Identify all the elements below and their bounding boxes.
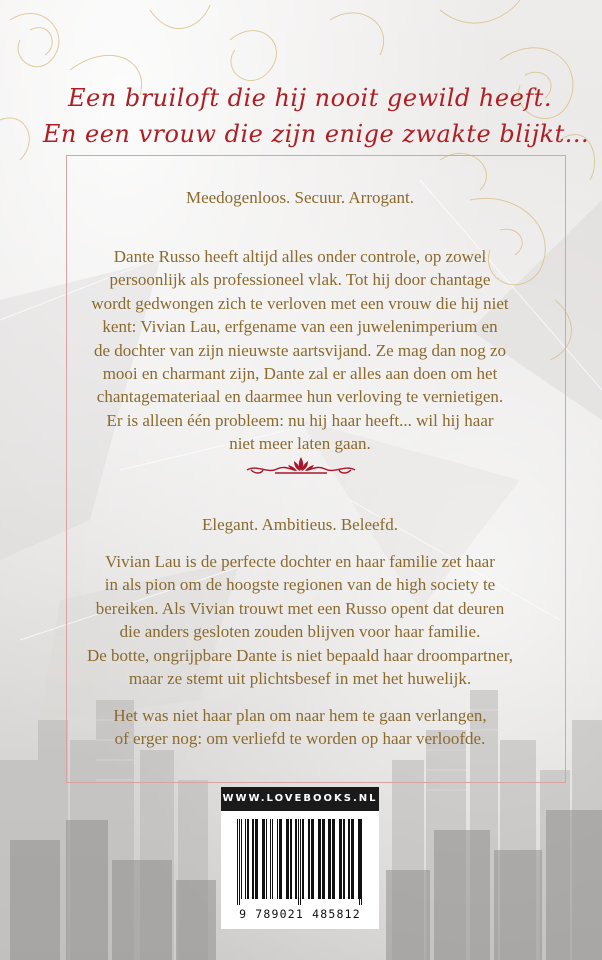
body-line: of erger nog: om verliefd te worden op haar verloofde. [114, 729, 486, 749]
barcode-bar [328, 819, 331, 899]
barcode-bar [279, 819, 282, 899]
body-line: bereiken. Als Vivian trouwt met een Russo opent dat deuren [95, 598, 505, 618]
body-line: persoonlijk als professioneel vlak. Tot hij door chantage [109, 270, 491, 290]
body-line: Vivian Lau is de perfecte dochter en haar familie zet haar [105, 552, 495, 571]
barcode-bar [300, 819, 301, 905]
barcode-block [221, 787, 379, 929]
body-line: mooi en charmant zijn, Dante zal er alles aan doen om het [102, 364, 498, 384]
barcode-bar [241, 819, 242, 899]
section1-heading: Meedogenloos. Secuur. Arrogant. [185, 188, 415, 207]
barcode-bar [332, 819, 335, 899]
barcode-bar [318, 819, 321, 899]
barcode-bar [359, 819, 360, 905]
barcode-bar [290, 819, 292, 899]
barcode-bar [343, 819, 345, 899]
barcode-bar [237, 819, 238, 905]
barcode-bar [245, 819, 246, 899]
body-line: De botte, ongrijpbare Dante is niet bepaald haar droompartner, [86, 645, 514, 665]
flourish-divider [245, 454, 357, 478]
barcode-bar [311, 819, 314, 899]
section2-body [70, 550, 530, 690]
barcode-bar [266, 819, 267, 899]
body-line: maar ze stemt uit plichtsbesef in met het huwelijk. [128, 669, 472, 689]
tagline-line-2: En een vrouw die zijn enige zwakte blijkt... [42, 120, 590, 148]
body-line: de dochter van zijn nieuwste aartsvijand. Ze mag dan nog zo [93, 340, 507, 360]
section2-heading: Elegant. Ambitieus. Beleefd. [202, 515, 398, 534]
barcode-bar [239, 819, 240, 905]
barcode-bar [255, 819, 258, 899]
barcode-bar [252, 819, 254, 899]
tagline-line-1: Een bruiloft die hij nooit gewild heeft. [68, 84, 552, 112]
isbn-number: 9 789021 485812 [239, 907, 361, 921]
body-line: in als pion om de hoogste regionen van de high society te [104, 575, 496, 595]
body-line: chantagemateriaal en daarmee hun verloving te vernietigen. [96, 387, 504, 407]
section1-body [70, 245, 530, 456]
barcode-bar [322, 819, 325, 899]
barcode-panel [221, 811, 379, 929]
body-line: niet meer laten gaan. [229, 434, 371, 454]
body-line: Er is alleen één probleem: nu hij haar heeft... wil hij haar [106, 410, 494, 430]
barcode-bar [295, 819, 297, 899]
barcode-bar [247, 819, 249, 899]
barcode-bars [235, 819, 365, 905]
body-line: die anders gesloten zouden blijven voor haar familie. [119, 622, 481, 642]
barcode-bar [302, 819, 304, 899]
barcode-bar [348, 819, 350, 899]
barcode-bar [339, 819, 342, 899]
body-line: wordt gedwongen zich te verloven met een vrouw die hij niet [91, 293, 509, 313]
barcode-bar [277, 819, 278, 899]
section2-closing [70, 704, 530, 751]
barcode-bar [361, 819, 362, 905]
barcode-bar [298, 819, 299, 905]
barcode-bar [308, 819, 310, 899]
body-line: Het was niet haar plan om naar hem te gaan verlangen, [113, 706, 487, 725]
publisher-website: WWW.LOVEBOOKS.NL [221, 787, 379, 811]
barcode-bar [270, 819, 271, 899]
body-line: Dante Russo heeft altijd alles onder controle, op zowel [113, 247, 487, 266]
barcode-bar [272, 819, 273, 899]
barcode-bar [286, 819, 289, 899]
barcode-bar [262, 819, 265, 899]
body-line: kent: Vivian Lau, erfgename van een juwelenimperium en [102, 317, 498, 337]
barcode-bar [351, 819, 354, 899]
